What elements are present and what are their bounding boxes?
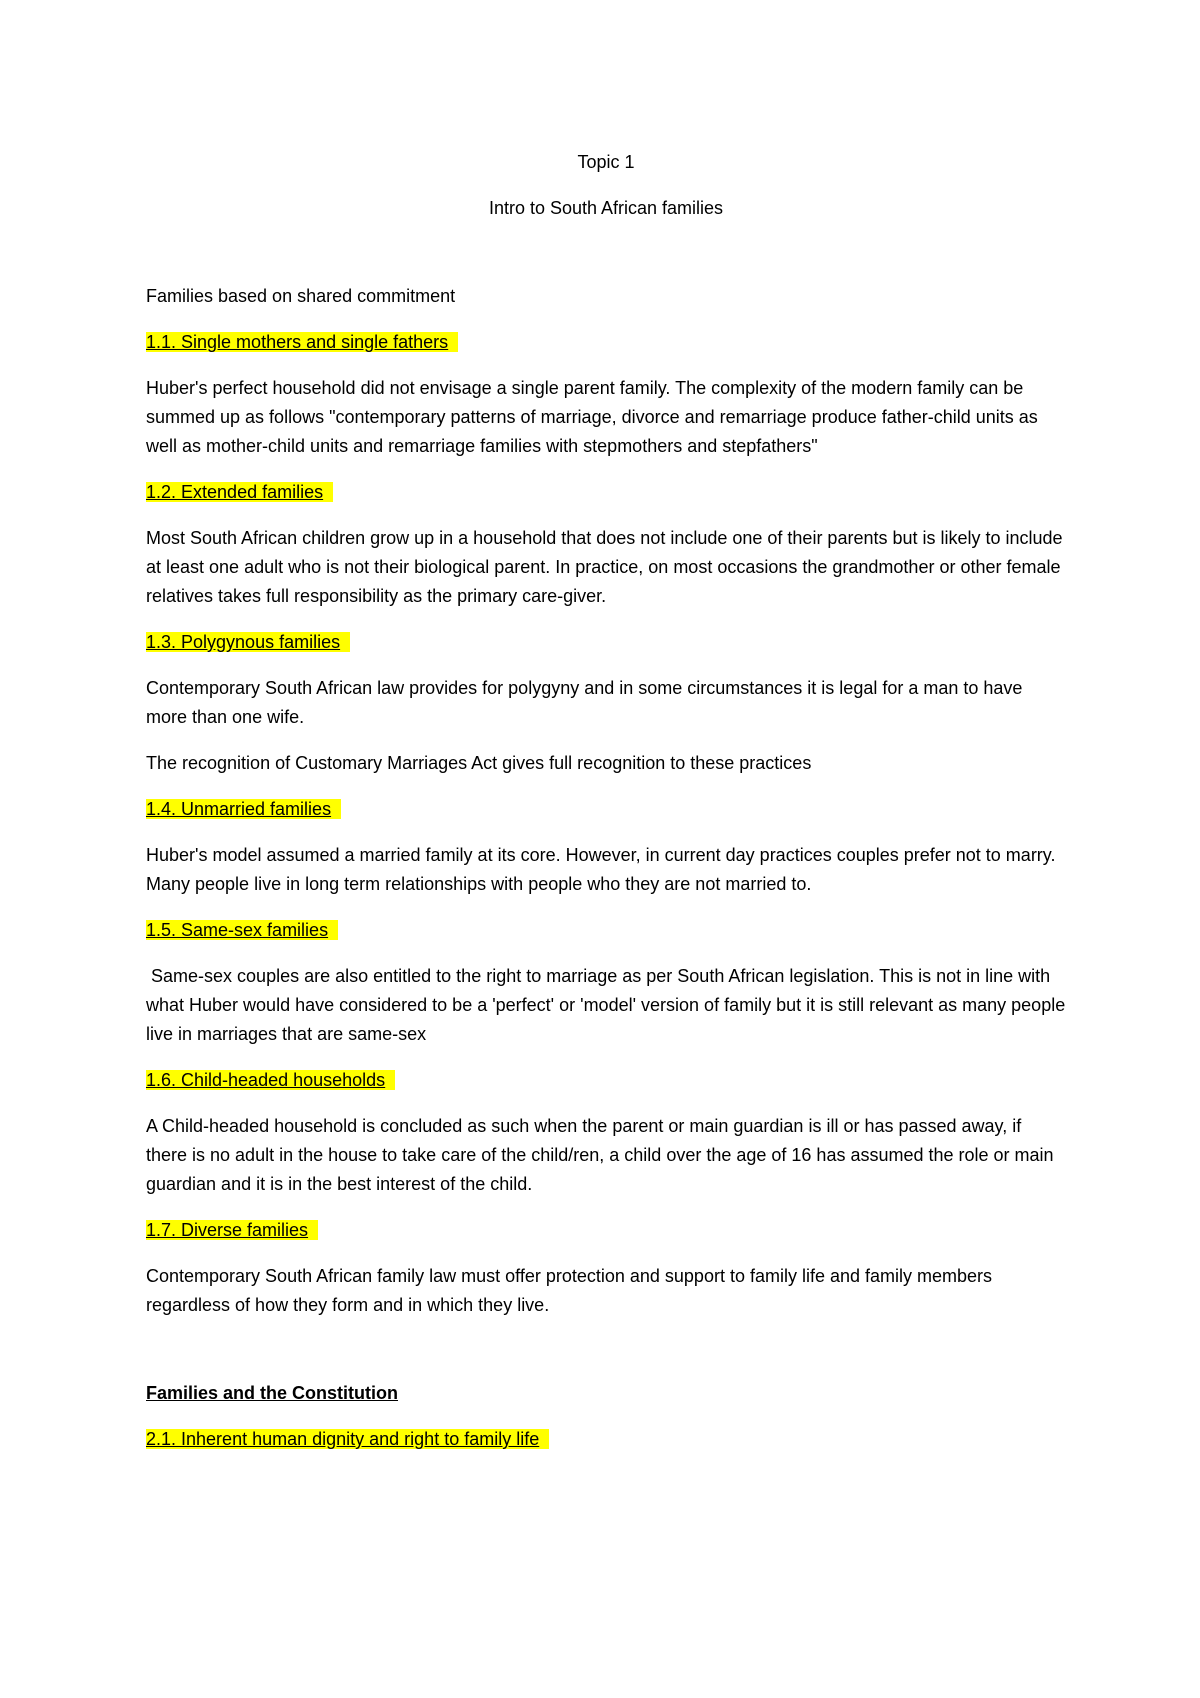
- intro-text: Families based on shared commitment: [146, 286, 456, 306]
- section-heading-1-7: 1.7. Diverse families: [146, 1216, 1066, 1245]
- section-heading-1-2: 1.2. Extended families: [146, 478, 1066, 507]
- section-paragraph: Huber's perfect household did not envisage a single parent family. The complexity of the modern family can be summed up as follows "contemporary patterns of marriage, divorce and remarriage produce father-child units as well as mother-child units and remarriage families with stepmothers and stepfathers": [146, 378, 1038, 456]
- page-title: Topic 1: [577, 152, 635, 172]
- section-paragraph: A Child-headed household is concluded as such when the parent or main guardian is ill or has passed away, if there is no adult in the house to take care of the child/ren, a child over the age of 16 has assumed the role or main guardian and it is in the best interest of the child.: [146, 1116, 1054, 1194]
- section-paragraph: Most South African children grow up in a household that does not include one of their parents but is likely to include at least one adult who is not their biological parent. In practice, on most occasions the grandmother or other female relatives takes full responsibility as the primary care-giver.: [146, 528, 1063, 606]
- section-heading-2-1: 2.1. Inherent human dignity and right to family life: [146, 1425, 1066, 1454]
- section-heading-1-4: 1.4. Unmarried families: [146, 795, 1066, 824]
- section-paragraph: Contemporary South African law provides for polygyny and in some circumstances it is legal for a man to have more than one wife.: [146, 678, 1023, 727]
- section-paragraph: Same-sex couples are also entitled to the right to marriage as per South African legislation. This is not in line with what Huber would have considered to be a 'perfect' or 'model' version of family but it is still relevant as many people live in marriages that are same-sex: [146, 966, 1071, 1044]
- page-subtitle: Intro to South African families: [488, 198, 724, 218]
- section-title-constitution: Families and the Constitution: [146, 1383, 399, 1403]
- section-paragraph: The recognition of Customary Marriages Act gives full recognition to these practices: [146, 753, 812, 773]
- section-paragraph: Huber's model assumed a married family at its core. However, in current day practices couples prefer not to marry. Many people live in long term relationships with people who they are not married to.: [146, 845, 1056, 894]
- section-heading-1-6: 1.6. Child-headed households: [146, 1066, 1066, 1095]
- section-heading-1-1: 1.1. Single mothers and single fathers: [146, 328, 1066, 357]
- document-body: [146, 148, 1071, 1471]
- section-heading-1-5: 1.5. Same-sex families: [146, 916, 1066, 945]
- section-heading-1-3: 1.3. Polygynous families: [146, 628, 1066, 657]
- section-paragraph: Contemporary South African family law must offer protection and support to family life and family members regardless of how they form and in which they live.: [146, 1266, 993, 1315]
